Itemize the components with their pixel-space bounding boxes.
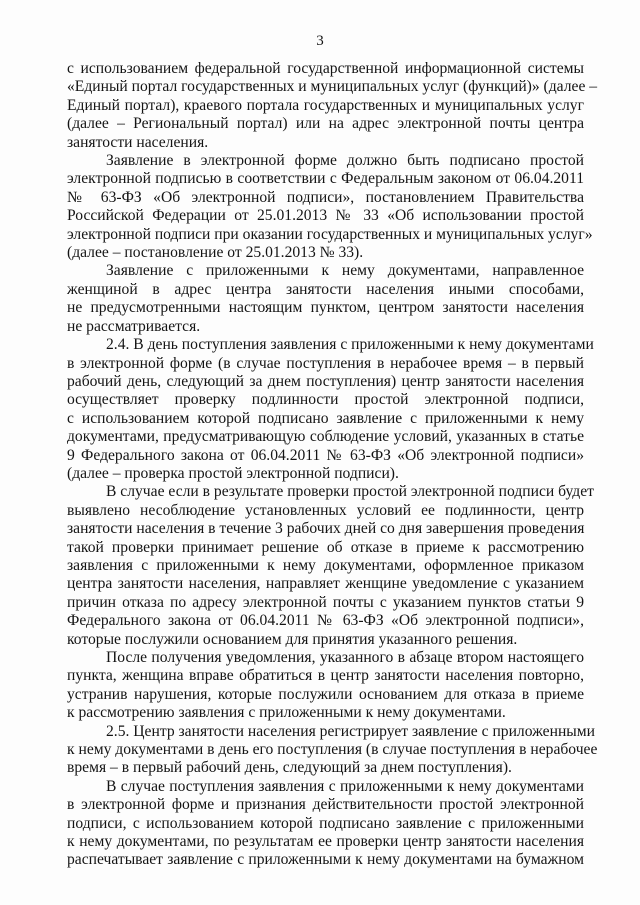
text-line: «Единый портал государственных и муниципальных услуг (функций)» (далее – [67,78,598,96]
text-line: в электронной форме (в случае поступления в нерабочее время – в первый [67,354,584,372]
text-line: 9 Федерального закона от 06.04.2011 № 63-ФЗ «Об электронной подписи» [67,446,584,464]
text-line: № 63-ФЗ «Об электронной подписи», постановлением Правительства [67,188,584,206]
text-line: в электронной форме и признания действительности простой электронной [67,796,584,814]
text-line: В случае поступления заявления с приложенными к нему документами [106,777,584,795]
text-line: документами, предусматривающую соблюдение условий, указанных в статье [67,428,584,446]
text-line: которые послужили основанием для принятия указанного решения. [67,630,518,648]
text-line: к рассмотрению заявления с приложенными к нему документами. [67,704,506,722]
text-line: не предусмотренными настоящим пунктом, центром занятости населения [67,299,584,317]
paragraph-p8 [67,778,584,870]
text-line: центра занятости населения, направляет женщине уведомление с указанием [67,575,584,593]
text-line: устранив нарушения, которые послужили основанием для отказа в приеме [67,685,584,703]
text-line: подписи, с использованием которой подписано заявление с приложенными [67,814,584,832]
document-body [67,60,598,870]
text-line: пункта, женщина вправе обратиться в центр занятости населения повторно, [67,667,584,685]
text-line: В случае если в результате проверки простой электронной подписи будет [106,483,594,501]
text-line: Единый портал), краевого портала государственных и муниципальных услуг [67,96,584,114]
text-line: рабочий день, следующий за днем поступления) центр занятости населения [67,372,584,390]
paragraph-p6 [67,649,584,723]
text-line: электронной подписью в соответствии с Федеральным законом от 06.04.2011 [67,170,584,188]
text-line: занятости населения. [67,133,209,151]
text-line: 2.5. Центр занятости населения регистрирует заявление с приложенными [106,722,595,740]
paragraph-p2 [67,152,593,262]
paragraph-p7 [67,722,598,778]
page-number: 3 [316,33,324,49]
text-line: Федерального закона от 06.04.2011 № 63-ФЗ «Об электронной подписи», [67,612,584,630]
paragraph-p3 [67,262,584,336]
text-line: Заявление с приложенными к нему документами, направленное [106,262,584,280]
text-line: занятости населения в течение 3 рабочих дней со дня завершения проведения [67,520,585,538]
text-line: После получения уведомления, указанного в абзаце втором настоящего [106,649,584,666]
text-line: Российской Федерации от 25.01.2013 № 33 «Об использовании простой [67,207,584,225]
text-line: (далее – Региональный портал) или на адрес электронной почты центра [67,115,584,133]
text-line: Заявление в электронной форме должно быть подписано простой [106,152,584,170]
text-line: не рассматривается. [67,317,201,335]
text-line: к нему документами, по результатам ее проверки центр занятости населения [67,833,584,851]
text-line: к нему документами в день его поступления (в случае поступления в нерабочее [67,741,598,759]
text-line: электронной подписи при оказании государственных и муниципальных услуг» [67,225,593,243]
text-line: распечатывает заявление с приложенными к нему документами на бумажном [67,851,584,869]
text-line: время – в первый рабочий день, следующий за днем поступления). [67,759,512,777]
text-line: заявления с приложенными к нему документами, оформленное приказом [67,556,584,574]
text-line: с использованием федеральной государственной информационной системы [67,60,584,77]
text-line: причин отказа по адресу электронной почты с указанием пунктов статьи 9 [67,593,584,611]
paragraph-p1 [67,60,598,152]
text-line: осуществляет проверку подлинности простой электронной подписи, [67,391,584,409]
paragraph-p5 [67,483,594,649]
text-line: выявлено несоблюдение установленных условий ее подлинности, центр [67,501,584,519]
text-line: с использованием которой подписано заявление с приложенными к нему [67,409,584,427]
text-line: 2.4. В день поступления заявления с приложенными к нему документами [106,336,594,354]
text-line: женщиной в адрес центра занятости населения иными способами, [67,280,584,298]
text-line: (далее – проверка простой электронной подписи). [67,464,399,482]
text-line: такой проверки принимает решение об отказе в приеме к рассмотрению [67,538,584,556]
paragraph-p4 [67,336,594,483]
text-line: (далее – постановление от 25.01.2013 № 33). [67,244,364,262]
